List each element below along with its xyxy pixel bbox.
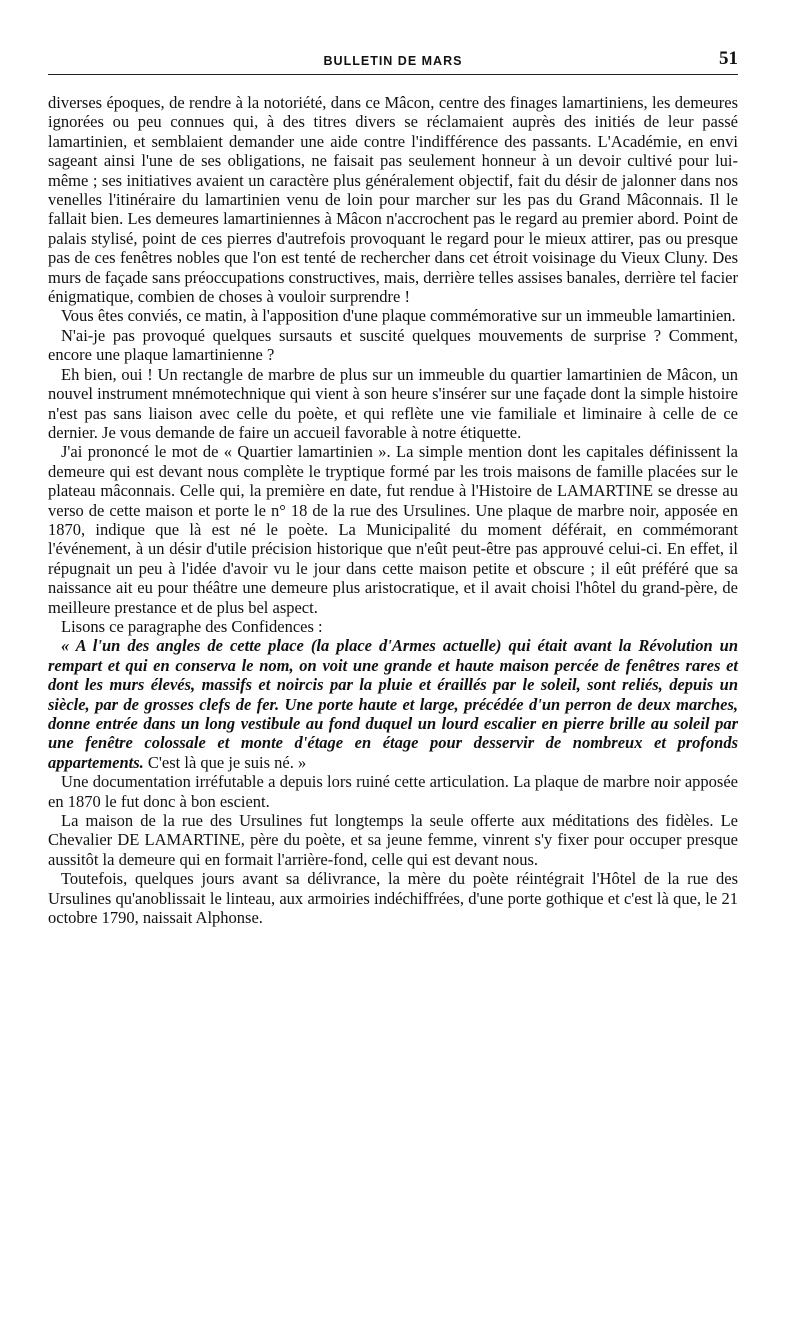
body-text (48, 93, 738, 927)
paragraph: Une documentation irréfutable a depuis lors ruiné cette articulation. La plaque de marbre noir apposée en 1870 le fut donc à bon escient. (48, 772, 738, 811)
confidences-quote (48, 636, 738, 772)
running-title: BULLETIN DE MARS (323, 54, 463, 68)
paragraph: N'ai-je pas provoqué quelques sursauts et suscité quelques mouvements de surprise ? Comment, encore une plaque lamartinienne ? (48, 325, 738, 365)
paragraph: Eh bien, oui ! Un rectangle de marbre de plus sur un immeuble du quartier lamartinien de Mâcon, un nouvel instrument mnémotechnique qui vient à son heure s'insérer sur une façade dont la simple histoire n'est pas sans liaison avec celle du poète, et qui reflète une vie familiale et liminaire à celle de ce dernier. Je vous demande de faire un accueil favorable à notre étiquette. (48, 364, 738, 442)
page-number: 51 (719, 48, 738, 69)
document-page (48, 48, 758, 927)
quote-text: « A l'un des angles de cette place (la place d'Armes actuelle) qui était avant la Révolution un rempart et qui en conserva le nom, on voit une grande et haute maison percée de fenêtres rares et dont les murs élevés, massifs et noircis par la pluie et éraillés par le soleil, sont reliés, depuis un siècle, par de grosses clefs de fer. Une porte haute et large, précédée d'un perron de deux marches, donne entrée dans un long vestibule au fond duquel un lourd escalier en pierre brille au soleil par une fenêtre colossale et monte d'étage en étage pour desservir de nombreux et profonds appartements. (48, 636, 738, 772)
paragraph: Vous êtes conviés, ce matin, à l'apposition d'une plaque commémorative sur un immeuble lamartinien. (61, 306, 736, 326)
paragraph: Toutefois, quelques jours avant sa délivrance, la mère du poète réintégrait l'Hôtel de la rue des Ursulines qu'anoblissait le linteau, aux armoiries indéchiffrées, d'une porte gothique et c'est là que, le 21 octobre 1790, naissait Alphonse. (48, 869, 738, 928)
page-header (48, 48, 738, 75)
quote-tail: C'est là que je suis né. » (143, 752, 307, 772)
paragraph: J'ai prononcé le mot de « Quartier lamartinien ». La simple mention dont les capitales définissent la demeure qui est devant nous complète le tryptique formé par les trois maisons de famille placées sur le plateau mâconnais. Celle qui, la première en date, fut rendue à l'Histoire de LAMARTINE se dresse au verso de cette maison et porte le n° 18 de la rue des Ursulines. Une plaque de marbre noir, apposée en 1870, indique que là est né le poète. La Municipalité du moment déférait, en commémorant l'événement, à un désir d'utile précision historique que n'eût peut-être pas approuvé celui-ci. En effet, il répugnait un peu à l'idée d'avoir vu le jour dans cette maison petite et obscure ; il eût préféré que sa naissance ait eu pour théâtre une demeure plus aristocratique, et il avait choisi l'hôtel du grand-père, de meilleure prestance et de plus bel aspect. (48, 442, 738, 617)
paragraph: La maison de la rue des Ursulines fut longtemps la seule offerte aux méditations des fidèles. Le Chevalier DE LAMARTINE, père du poète, et sa jeune femme, vinrent s'y fixer pour occuper presque aussitôt la demeure qui en formait l'arrière-fond, celle qui est devant nous. (48, 811, 738, 869)
paragraph: Lisons ce paragraphe des Confidences : (61, 616, 323, 636)
paragraph: diverses époques, de rendre à la notoriété, dans ce Mâcon, centre des finages lamartiniens, les demeures ignorées ou peu connues qui, à des titres divers se réclamaient auprès des initiés de leur passé lamartinien, et semblaient demander une aide contre l'indifférence des passants. L'Académie, en envi sageant ainsi l'une de ses obligations, ne faisait pas seulement honneur à un devoir cultivé pour lui-même ; ses initiatives avaient un caractère plus généralement objectif, fait du désir de jalonner dans nos venelles l'itinéraire du lamartinien venu de loin pour marcher sur les pas du Grand Mâconnais. Il le fallait bien. Les demeures lamartiniennes à Mâcon n'accrochent pas le regard au premier abord. Point de palais stylisé, point de ces pierres d'autrefois provoquant le regard pour le mieux attirer, pas ou presque pas de ces fenêtres nobles que l'on est tenté de rechercher dans cet étroit voisinage du Vieux Cluny. Des murs de façade sans préoccupations constructives, mais, derrière telles assises banales, derrière tel facier énigmatique, combien de choses à vouloir surprendre ! (48, 93, 738, 307)
